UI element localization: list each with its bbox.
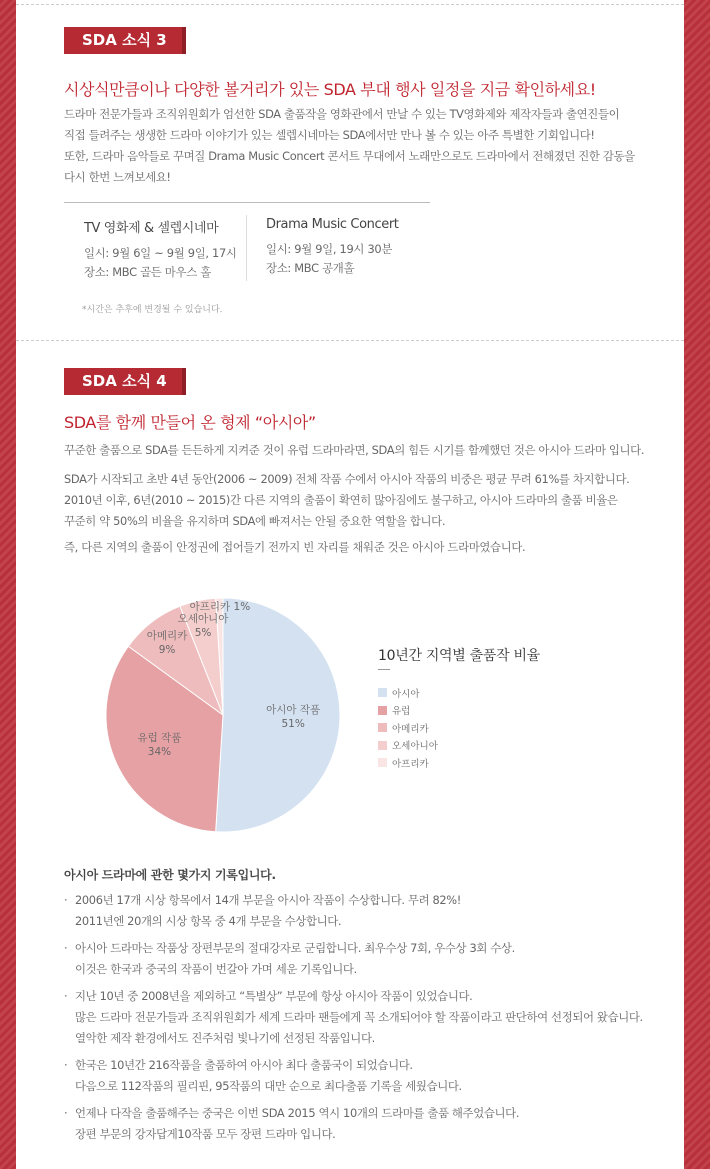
section3-badge: SDA 소식 3 bbox=[64, 27, 182, 54]
right-border bbox=[684, 0, 710, 1169]
record-line: 2011년엔 20개의 시상 항목 중 4개 부문을 수상합니다. bbox=[75, 914, 342, 928]
event-place: 장소: MBC 골든 마우스 홀 bbox=[84, 265, 211, 279]
paragraph-line: SDA가 시작되고 초반 4년 동안(2006 ~ 2009) 전체 작품 수에서 아시아 작품의 비중은 평균 무려 61%를 차지합니다. bbox=[64, 472, 630, 486]
legend-label: 유럽 bbox=[392, 706, 411, 718]
event-concert bbox=[266, 217, 398, 278]
legend-swatch bbox=[378, 758, 387, 767]
section4-paragraph-2 bbox=[64, 469, 629, 532]
record-line: 많은 드라마 전문가들과 조직위원회가 세계 드라마 팬들에게 꼭 소개되어야 할 작품이라고 판단하여 선정되어 왔습니다. bbox=[75, 1010, 643, 1024]
record-line: · 한국은 10년간 216작품을 출품하여 아시아 최다 출품국이 되었습니다. bbox=[64, 1055, 643, 1076]
record-line: · 지난 10년 중 2008년을 제외하고 “특별상” 부문에 항상 아시아 작품이 있었습니다. bbox=[64, 986, 643, 1007]
legend-item-아프리카 bbox=[378, 754, 438, 772]
record-line: · 아시아 드라마는 작품상 장편부문의 절대강자로 군림합니다. 최우수상 7회, 우수상 3회 수상. bbox=[64, 938, 643, 959]
legend-item-아메리카 bbox=[378, 719, 438, 737]
legend-label: 아메리카 bbox=[392, 723, 429, 735]
paragraph-line: 또한, 드라마 음악들로 꾸며질 Drama Music Concert 콘서트 무대에서 노래만으로도 드라마에서 전해졌던 진한 감동을 bbox=[64, 149, 635, 163]
legend-label: 아프리카 bbox=[392, 758, 429, 770]
divider-top bbox=[16, 4, 684, 5]
pie-label-아시아 bbox=[263, 703, 323, 731]
paragraph-line: 드라마 전문가들과 조직위원회가 엄선한 SDA 출품작을 영화관에서 만날 수 있는 TV영화제와 제작자들과 출연진들이 bbox=[64, 107, 620, 121]
record-item bbox=[64, 986, 643, 1049]
section4-headline: SDA를 함께 만들어 온 형제 “아시아” bbox=[64, 413, 316, 432]
section4-paragraph-3 bbox=[64, 537, 525, 558]
pie-label-유럽 bbox=[129, 731, 189, 759]
record-line: 장편 부문의 강자답게10작품 모두 장편 드라마 입니다. bbox=[75, 1127, 336, 1141]
pie-label-value: 51% bbox=[281, 718, 305, 731]
paragraph-line: 즉, 다른 지역의 출품이 안정권에 접어들기 전까지 빈 자리를 채워준 것은 아시아 드라마였습니다. bbox=[64, 540, 526, 554]
legend-swatch bbox=[378, 688, 387, 697]
record-item bbox=[64, 1103, 643, 1145]
section3-paragraph bbox=[64, 104, 635, 188]
event-date: 일시: 9월 6일 ~ 9월 9일, 17시 bbox=[84, 246, 237, 260]
record-line: · 언제나 다작을 출품해주는 중국은 이번 SDA 2015 역시 10개의 드라마를 출품 해주었습니다. bbox=[64, 1103, 643, 1124]
chart-title: 10년간 지역별 출품작 비율 bbox=[378, 648, 540, 664]
legend-item-오세아니아 bbox=[378, 737, 438, 755]
records-list bbox=[64, 890, 643, 1151]
record-line: 다음으로 112작품의 필리핀, 95작품의 대만 순으로 최다출품 기록을 세웠습니다. bbox=[75, 1079, 462, 1093]
records-title: 아시아 드라마에 관한 몇가지 기록입니다. bbox=[64, 868, 276, 882]
event-title: Drama Music Concert bbox=[266, 217, 399, 232]
chart-legend bbox=[378, 684, 438, 772]
event-place: 장소: MBC 공개홀 bbox=[266, 261, 355, 275]
record-line: 이것은 한국과 중국의 작품이 번갈아 가며 세운 기록입니다. bbox=[75, 962, 357, 976]
paragraph-line: 꾸준한 출품으로 SDA를 든든하게 지켜준 것이 유럽 드라마라면, SDA의 힘든 시기를 함께했던 것은 아시아 드라마 입니다. bbox=[64, 443, 645, 457]
section-divider bbox=[16, 340, 684, 341]
legend-swatch bbox=[378, 706, 387, 715]
section3-headline: 시상식만큼이나 다양한 볼거리가 있는 SDA 부대 행사 일정을 지금 확인하세요! bbox=[64, 80, 596, 99]
record-item bbox=[64, 1055, 643, 1097]
pie-label-name: 오세아니아 bbox=[177, 612, 229, 625]
legend-swatch bbox=[378, 741, 387, 750]
record-item bbox=[64, 938, 643, 980]
pie-label-오세아니아 bbox=[173, 612, 233, 640]
paragraph-line: 다시 한번 느껴보세요! bbox=[64, 170, 171, 184]
paragraph-line: 꾸준히 약 50%의 비율을 유지하며 SDA에 빠져서는 안될 중요한 역할을 합니다. bbox=[64, 514, 446, 528]
record-item bbox=[64, 890, 643, 932]
left-border bbox=[0, 0, 16, 1169]
event-tv-film bbox=[84, 217, 237, 282]
pie-label-value: 5% bbox=[194, 626, 212, 639]
record-line: · 2006년 17개 시상 항목에서 14개 부문을 아시아 작품이 수상합니다. 무려 82%! bbox=[64, 890, 643, 911]
legend-swatch bbox=[378, 723, 387, 732]
pie-label-name: 아시아 작품 bbox=[266, 704, 321, 717]
legend-label: 오세아니아 bbox=[392, 741, 438, 753]
legend-label: 아시아 bbox=[392, 688, 420, 700]
pie-label-value: 34% bbox=[147, 745, 172, 758]
paragraph-line: 직접 들려주는 생생한 드라마 이야기가 있는 셀렙시네마는 SDA에서만 만나 볼 수 있는 아주 특별한 기회입니다! bbox=[64, 128, 595, 142]
section4-badge: SDA 소식 4 bbox=[64, 368, 182, 395]
event-schedule bbox=[64, 202, 430, 283]
pie-label-value: 9% bbox=[158, 643, 176, 656]
pie-label-name: 아메리카 bbox=[146, 629, 188, 642]
record-line: 열악한 제작 환경에서도 진주처럼 빛나기에 선정된 작품입니다. bbox=[75, 1031, 375, 1045]
event-title: TV 영화제 & 셀렙시네마 bbox=[84, 221, 219, 236]
legend-item-아시아 bbox=[378, 684, 438, 702]
pie-label-아프리카: 아프리카 1% bbox=[189, 601, 251, 614]
event-date: 일시: 9월 9일, 19시 30분 bbox=[266, 242, 393, 256]
pie-label-name: 유럽 작품 bbox=[137, 731, 182, 744]
legend-item-유럽 bbox=[378, 702, 438, 720]
schedule-note: *시간은 추후에 변경될 수 있습니다. bbox=[82, 305, 223, 315]
paragraph-line: 2010년 이후, 6년(2010 ~ 2015)간 다른 지역의 출품이 확연히 많아짐에도 불구하고, 아시아 드라마의 출품 비율은 bbox=[64, 493, 618, 507]
section4-paragraph-1 bbox=[64, 440, 644, 461]
legend-rule bbox=[378, 669, 390, 670]
event-divider bbox=[246, 215, 247, 281]
